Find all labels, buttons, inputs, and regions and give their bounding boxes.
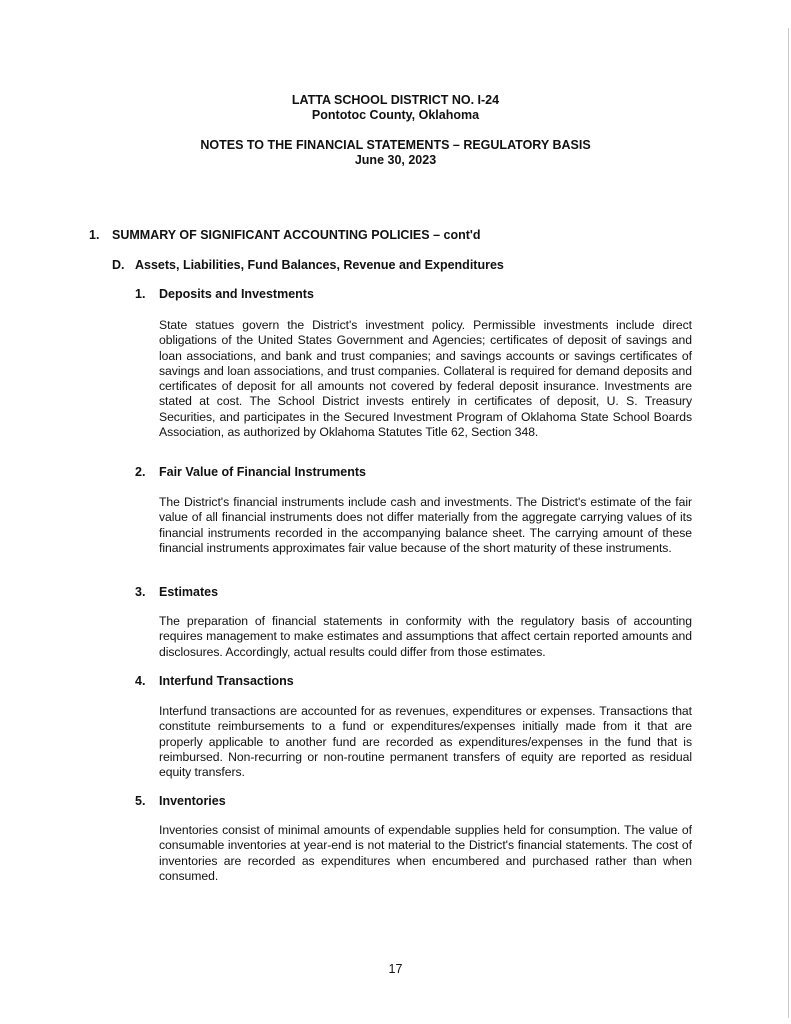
item-title-fair-value: Fair Value of Financial Instruments [159, 465, 366, 479]
document-header [0, 93, 791, 123]
item-title-estimates: Estimates [159, 585, 219, 599]
item-text-interfund: Interfund transactions are accounted for as revenues, expenditures or expenses. Transactions that constitute reimbursements to a fund or expenditures/expenses initially made from it that are properly applicable to another fund are recorded as expenditures/expenses in the fund that is reimbursed. Non-recurring or non-routine permanent transfers of equity are reported as residual equity transfers. [159, 704, 692, 780]
item-title-deposits: Deposits and Investments [159, 287, 314, 301]
section-number: 1. [89, 228, 100, 242]
item-number: 2. [135, 465, 146, 479]
item-number: 3. [135, 585, 146, 599]
subsection-title: Assets, Liabilities, Fund Balances, Revenue and Expenditures [135, 258, 504, 272]
item-title-inventories: Inventories [159, 794, 226, 808]
statement-date: June 30, 2023 [354, 153, 437, 167]
notes-title: NOTES TO THE FINANCIAL STATEMENTS – REGULATORY BASIS [200, 138, 591, 152]
item-number: 5. [135, 794, 146, 808]
section-title: SUMMARY OF SIGNIFICANT ACCOUNTING POLICIES – cont'd [112, 228, 481, 242]
page-edge-line [788, 28, 789, 1018]
notes-header [0, 138, 791, 168]
item-title-interfund: Interfund Transactions [159, 674, 294, 688]
item-text-estimates: The preparation of financial statements in conformity with the regulatory basis of accounting requires management to make estimates and assumptions that affect certain reported amounts and disclosures. Accordingly, actual results could differ from those estimates. [159, 614, 692, 659]
subsection-letter: D. [112, 258, 125, 272]
item-text-deposits: State statues govern the District's investment policy. Permissible investments include direct obligations of the United States Government and Agencies; certificates of deposit of savings and loan associations, and bank and trust companies; and savings accounts or savings certificates of savings and loan associations, and trust companies. Collateral is required for demand deposits and certificates of deposit for all amounts not covered by federal deposit insurance. Investments are stated at cost. The School District invests entirely in certificates of deposit, U. S. Treasury Securities, and participates in the Secured Investment Program of Oklahoma State School Boards Association, as authorized by Oklahoma Statutes Title 62, Section 348. [159, 318, 692, 440]
item-number: 1. [135, 287, 146, 301]
page-number: 17 [388, 962, 403, 976]
district-name: LATTA SCHOOL DISTRICT NO. I-24 [291, 93, 500, 107]
item-number: 4. [135, 674, 146, 688]
item-text-inventories: Inventories consist of minimal amounts of expendable supplies held for consumption. The value of consumable inventories at year-end is not material to the District's financial statements. The cost of inventories are recorded as expenditures when encumbered and purchased rather than when consumed. [159, 823, 692, 883]
item-text-fair-value: The District's financial instruments include cash and investments. The District's estimate of the fair value of all financial instruments does not differ materially from the aggregate carrying values of its financial instruments recorded in the accompanying balance sheet. The carrying amount of these financial instruments approximates fair value because of the short maturity of these instruments. [159, 495, 692, 555]
county-name: Pontotoc County, Oklahoma [311, 108, 480, 122]
